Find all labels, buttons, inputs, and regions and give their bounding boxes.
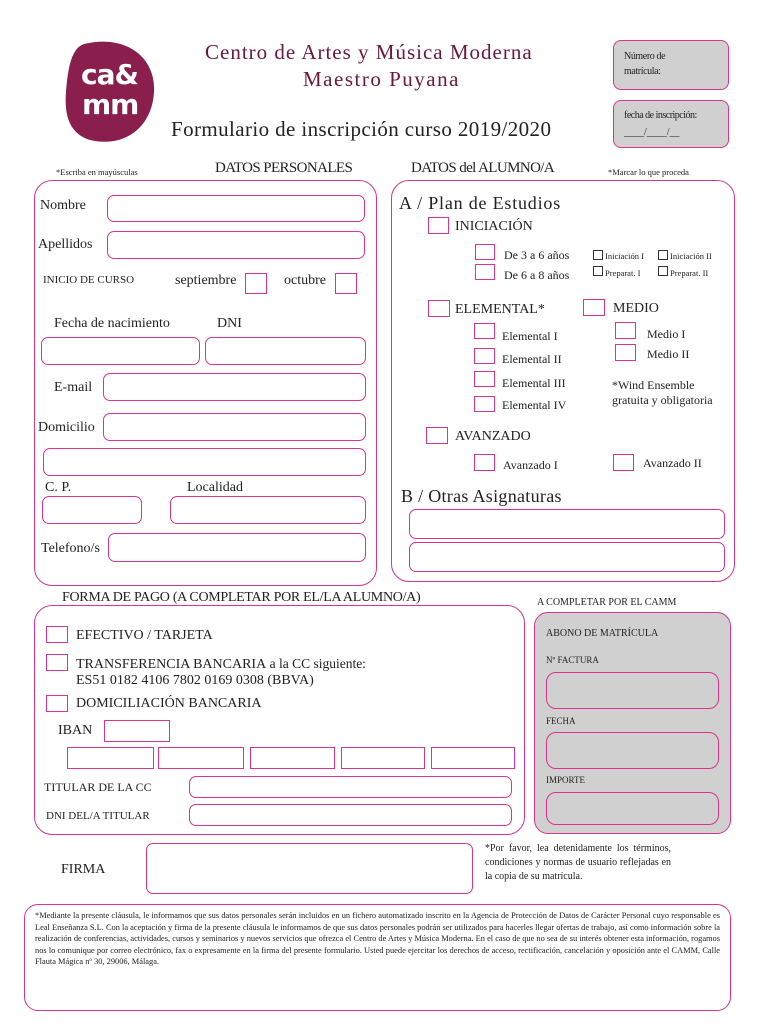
factura-input[interactable] [546,672,719,709]
firma-note: *Por favor, lea detenidamente los términos, condiciones y normas de usuario reflejadas en la copia de su matrícula. [485,843,671,882]
inicio-curso-label: INICIO DE CURSO [43,274,135,286]
plan-estudios-title: A / Plan de Estudios [399,193,562,213]
wind-note-1: *Wind Ensemble [612,378,695,392]
transferencia-label: TRANSFERENCIA BANCARIA [76,657,267,672]
firma-input[interactable] [146,843,473,894]
medio2-checkbox[interactable] [615,344,636,361]
dni-input[interactable] [205,337,366,365]
iniciacion1-label: Iniciación I [605,251,644,261]
elemental3-label: Elemental III [502,376,566,390]
iniciacion1-checkbox[interactable] [593,250,603,260]
fecha-camm-input[interactable] [546,732,719,769]
domiciliacion-checkbox[interactable] [46,695,68,712]
telefono-label: Telefono/s [41,541,100,556]
elemental1-checkbox[interactable] [474,323,495,339]
elemental2-checkbox[interactable] [474,348,495,364]
alumno-section-title: DATOS del ALUMNO/A [411,160,555,176]
elemental2-label: Elemental II [502,352,562,366]
fecha-camm-label: FECHA [546,716,576,726]
iban-input-2[interactable] [158,747,244,769]
logo [64,36,156,146]
apellidos-input[interactable] [107,231,365,259]
transferencia-suffix: a la CC siguiente: [266,656,366,671]
mark-note: *Marcar lo que proceda [608,167,689,177]
importe-label: IMPORTE [546,775,585,785]
localidad-input[interactable] [170,496,366,524]
elemental4-label: Elemental IV [502,398,567,412]
de3a6-checkbox[interactable] [475,244,495,260]
preparat1-checkbox[interactable] [593,266,603,276]
avanzado1-label: Avanzado I [503,458,558,472]
fecha-inscripcion-label: fecha de inscripción: [624,110,697,121]
transferencia-line [76,656,366,673]
iniciacion-checkbox[interactable] [428,217,449,234]
titular-input[interactable] [189,776,512,798]
email-input[interactable] [103,373,366,401]
logo-text-bottom: mm [82,88,139,121]
domicilio-input-2[interactable] [43,448,366,476]
preparat2-label: Preparat. II [670,268,709,278]
avanzado2-label: Avanzado II [643,456,702,470]
elemental-label: ELEMENTAL* [455,302,545,317]
octubre-checkbox[interactable] [335,273,357,294]
avanzado-checkbox[interactable] [426,427,448,444]
iban-input-5[interactable] [431,747,515,769]
importe-input[interactable] [546,792,719,825]
iban-label: IBAN [58,723,93,738]
abono-label: ABONO DE MATRÍCULA [546,628,659,639]
telefono-input[interactable] [108,533,366,562]
iban-input-3[interactable] [250,747,335,769]
personal-section-title: DATOS PERSONALES [215,160,353,176]
septiembre-label: septiembre [175,273,237,288]
elemental4-checkbox[interactable] [474,396,495,412]
avanzado-label: AVANZADO [455,429,531,444]
cuenta-bancaria: ES51 0182 4106 7802 0169 0308 (BBVA) [76,673,314,688]
nombre-input[interactable] [107,195,365,222]
avanzado2-checkbox[interactable] [613,454,634,471]
cp-input[interactable] [42,496,142,524]
form-title: Formulario de inscripción curso 2019/2020 [171,117,552,141]
medio1-checkbox[interactable] [615,322,636,339]
dni-label: DNI [217,316,242,331]
fecha-inscripcion-placeholder: ____/____/__ [624,127,680,138]
efectivo-checkbox[interactable] [46,626,68,643]
titular-label: TITULAR DE LA CC [44,780,152,794]
avanzado1-checkbox[interactable] [474,454,495,471]
de3a6-label: De 3 a 6 años [504,248,570,262]
iniciacion2-checkbox[interactable] [658,250,668,260]
octubre-label: octubre [284,273,326,288]
efectivo-label: EFECTIVO / TARJETA [76,628,213,643]
medio2-label: Medio II [647,347,690,361]
iban-input-4[interactable] [341,747,425,769]
fecha-nacimiento-input[interactable] [41,337,200,365]
iban-input-1[interactable] [67,747,154,769]
uppercase-note: *Escriba en mayúsculas [56,167,138,177]
elemental3-checkbox[interactable] [474,371,495,387]
transferencia-checkbox[interactable] [46,654,68,671]
pago-section-title: FORMA DE PAGO (A COMPLETAR POR EL/LA ALUMNO/A) [62,590,421,605]
de6a8-label: De 6 a 8 años [504,268,570,282]
logo-text-top: ca& [81,58,138,91]
fecha-nacimiento-label: Fecha de nacimiento [54,316,170,331]
otras-asignaturas-input-2[interactable] [409,542,725,572]
domiciliacion-label: DOMICILIACIÓN BANCARIA [76,696,262,711]
elemental1-label: Elemental I [502,329,558,343]
matricula-label-2: matrícula: [624,66,661,77]
preparat1-label: Preparat. I [605,268,641,278]
center-title-line2: Maestro Puyana [303,67,460,91]
camm-section-title: A COMPLETAR POR EL CAMM [537,597,677,608]
matricula-label-1: Número de [624,51,666,62]
matricula-box[interactable] [613,40,729,90]
wind-note-2: gratuita y obligatoria [612,393,713,407]
iniciacion-label: INICIACIÓN [455,219,533,234]
email-label: E-mail [54,380,93,395]
de6a8-checkbox[interactable] [475,264,495,280]
firma-label: FIRMA [61,862,106,877]
dni-titular-label: DNI DEL/A TITULAR [46,810,150,822]
medio-checkbox[interactable] [583,299,605,316]
otras-asignaturas-title: B / Otras Asignaturas [401,486,562,506]
factura-label: Nº FACTURA [546,655,599,665]
legal-clause: *Mediante la presente cláusula, le informamos que sus datos personales serán incluidos en un fichero automatizado inscrito en la Agencia de Protección de Datos de Carácter Personal cuyo responsable es Leal Enseñanza S.L. Con la aceptación y firma de la presente cláusula le informamos de que sus datos personales podrán ser utilizados para hacerles llegar ofertas de trabajo, así como información sobre la realización de conferencias, actividades, cursos y seminarios y nuevos servicios que ofrezca el Centro de Artes y Música Moderna. En el caso de que no sea de su interés obtener esta información, rogamos nos lo comunique por correo electrónico, fax o expresamente en la firma del presente formulario. Usted puede ejercitar los derechos de acceso, rectificación, cancelación y oposición ante el CAMM, Calle Flauta Mágica nº 30, 29006, Málaga. [24,904,731,1011]
domicilio-input-1[interactable] [103,413,366,441]
medio1-label: Medio I [647,327,686,341]
nombre-label: Nombre [40,198,86,213]
domicilio-label: Domicilio [38,420,95,435]
iban-input-prefix[interactable] [104,720,170,742]
localidad-label: Localidad [187,480,243,495]
dni-titular-input[interactable] [189,804,512,826]
medio-label: MEDIO [613,301,659,316]
fecha-inscripcion-box[interactable] [613,100,729,148]
center-title-line1: Centro de Artes y Música Moderna [205,40,533,64]
cp-label: C. P. [45,480,72,495]
preparat2-checkbox[interactable] [658,266,668,276]
elemental-checkbox[interactable] [428,300,450,317]
iniciacion2-label: Iniciación II [670,251,712,261]
apellidos-label: Apellidos [38,237,93,252]
otras-asignaturas-input-1[interactable] [409,509,725,539]
septiembre-checkbox[interactable] [245,273,267,294]
